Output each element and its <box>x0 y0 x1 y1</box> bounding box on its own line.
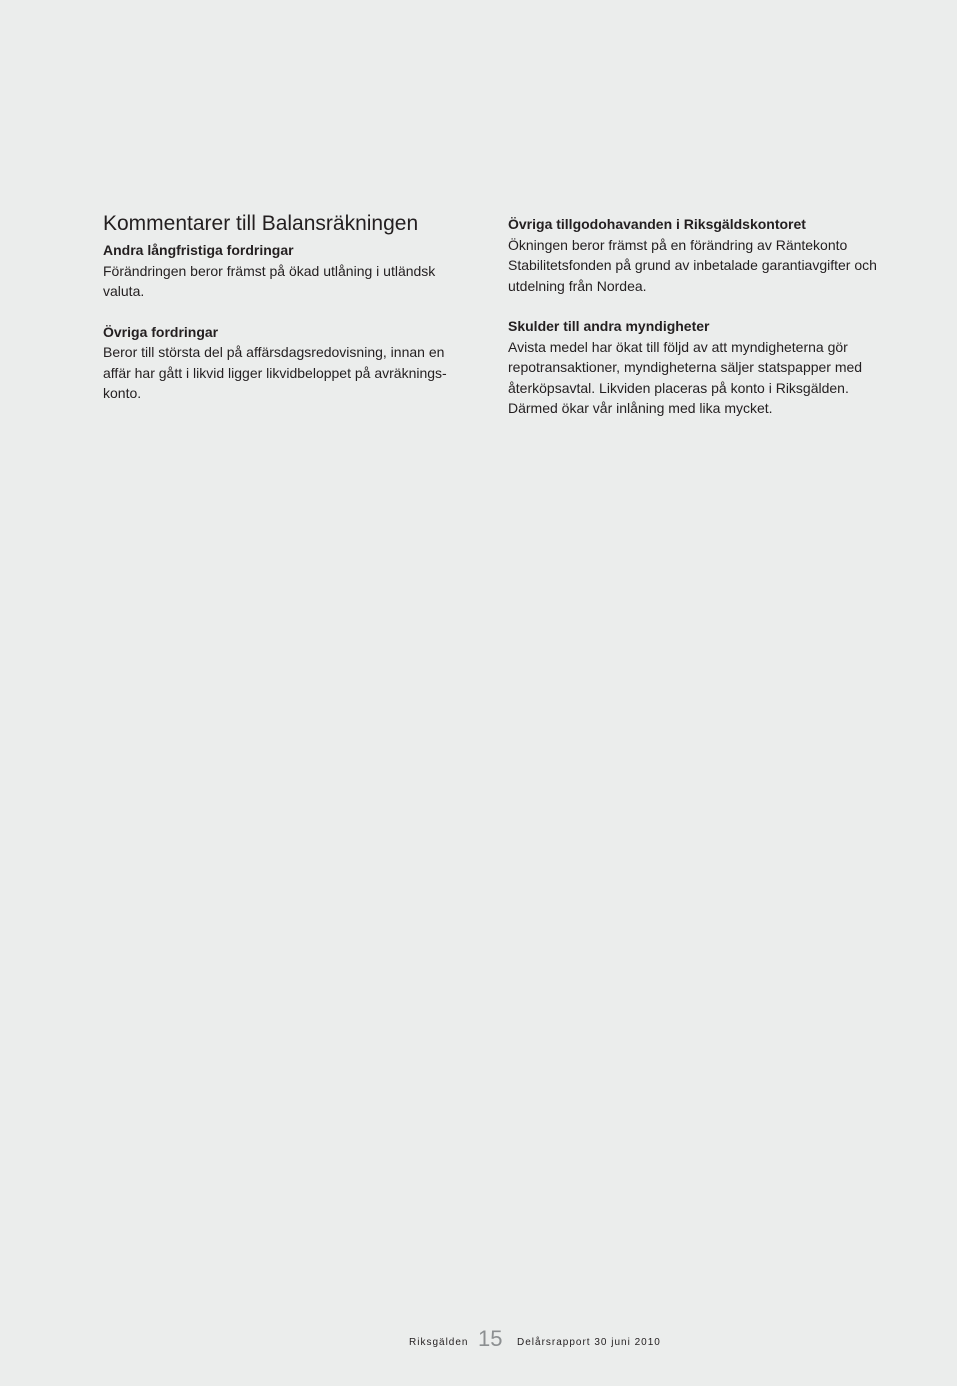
section-andra-langfristiga-fordringar <box>103 240 468 302</box>
footer-document-title: Delårsrapport 30 juni 2010 <box>517 1337 661 1348</box>
right-column <box>508 214 888 439</box>
page-footer <box>0 1326 960 1356</box>
section-body: Förändringen beror främst på ökad utlåning i utländsk valuta. <box>103 262 436 299</box>
section-heading: Andra långfristiga fordringar <box>103 242 294 258</box>
footer-page-number: 15 <box>478 1326 503 1351</box>
section-body: Avista medel har ökat till följd av att myndigheterna gör repotransaktioner, myndigheterna säljer statspapper med återköpsavtal. Likviden placeras på konto i Riksgälden. Därmed ökar vår inlåning med lika mycket. <box>508 338 863 416</box>
section-heading: Övriga tillgodohavanden i Riksgäldskontoret <box>508 216 806 232</box>
section-body: Beror till största del på affärsdagsredovisning, innan en affär har gått i likvid ligger likvidbeloppet på avräknings-konto. <box>103 344 447 401</box>
footer-org-name: Riksgälden <box>409 1337 469 1348</box>
section-heading: Skulder till andra myndigheter <box>508 318 710 334</box>
section-ovriga-tillgodohavanden <box>508 214 888 296</box>
page-title: Kommentarer till Balansräkningen <box>103 212 419 235</box>
left-column <box>103 210 468 424</box>
section-skulder-till-andra-myndigheter <box>508 316 888 419</box>
section-ovriga-fordringar <box>103 322 468 404</box>
section-heading: Övriga fordringar <box>103 323 219 340</box>
section-body: Ökningen beror främst på en förändring av Räntekonto Stabilitetsfonden på grund av inbetalade garantiavgifter och utdelning från Nordea. <box>508 236 877 294</box>
